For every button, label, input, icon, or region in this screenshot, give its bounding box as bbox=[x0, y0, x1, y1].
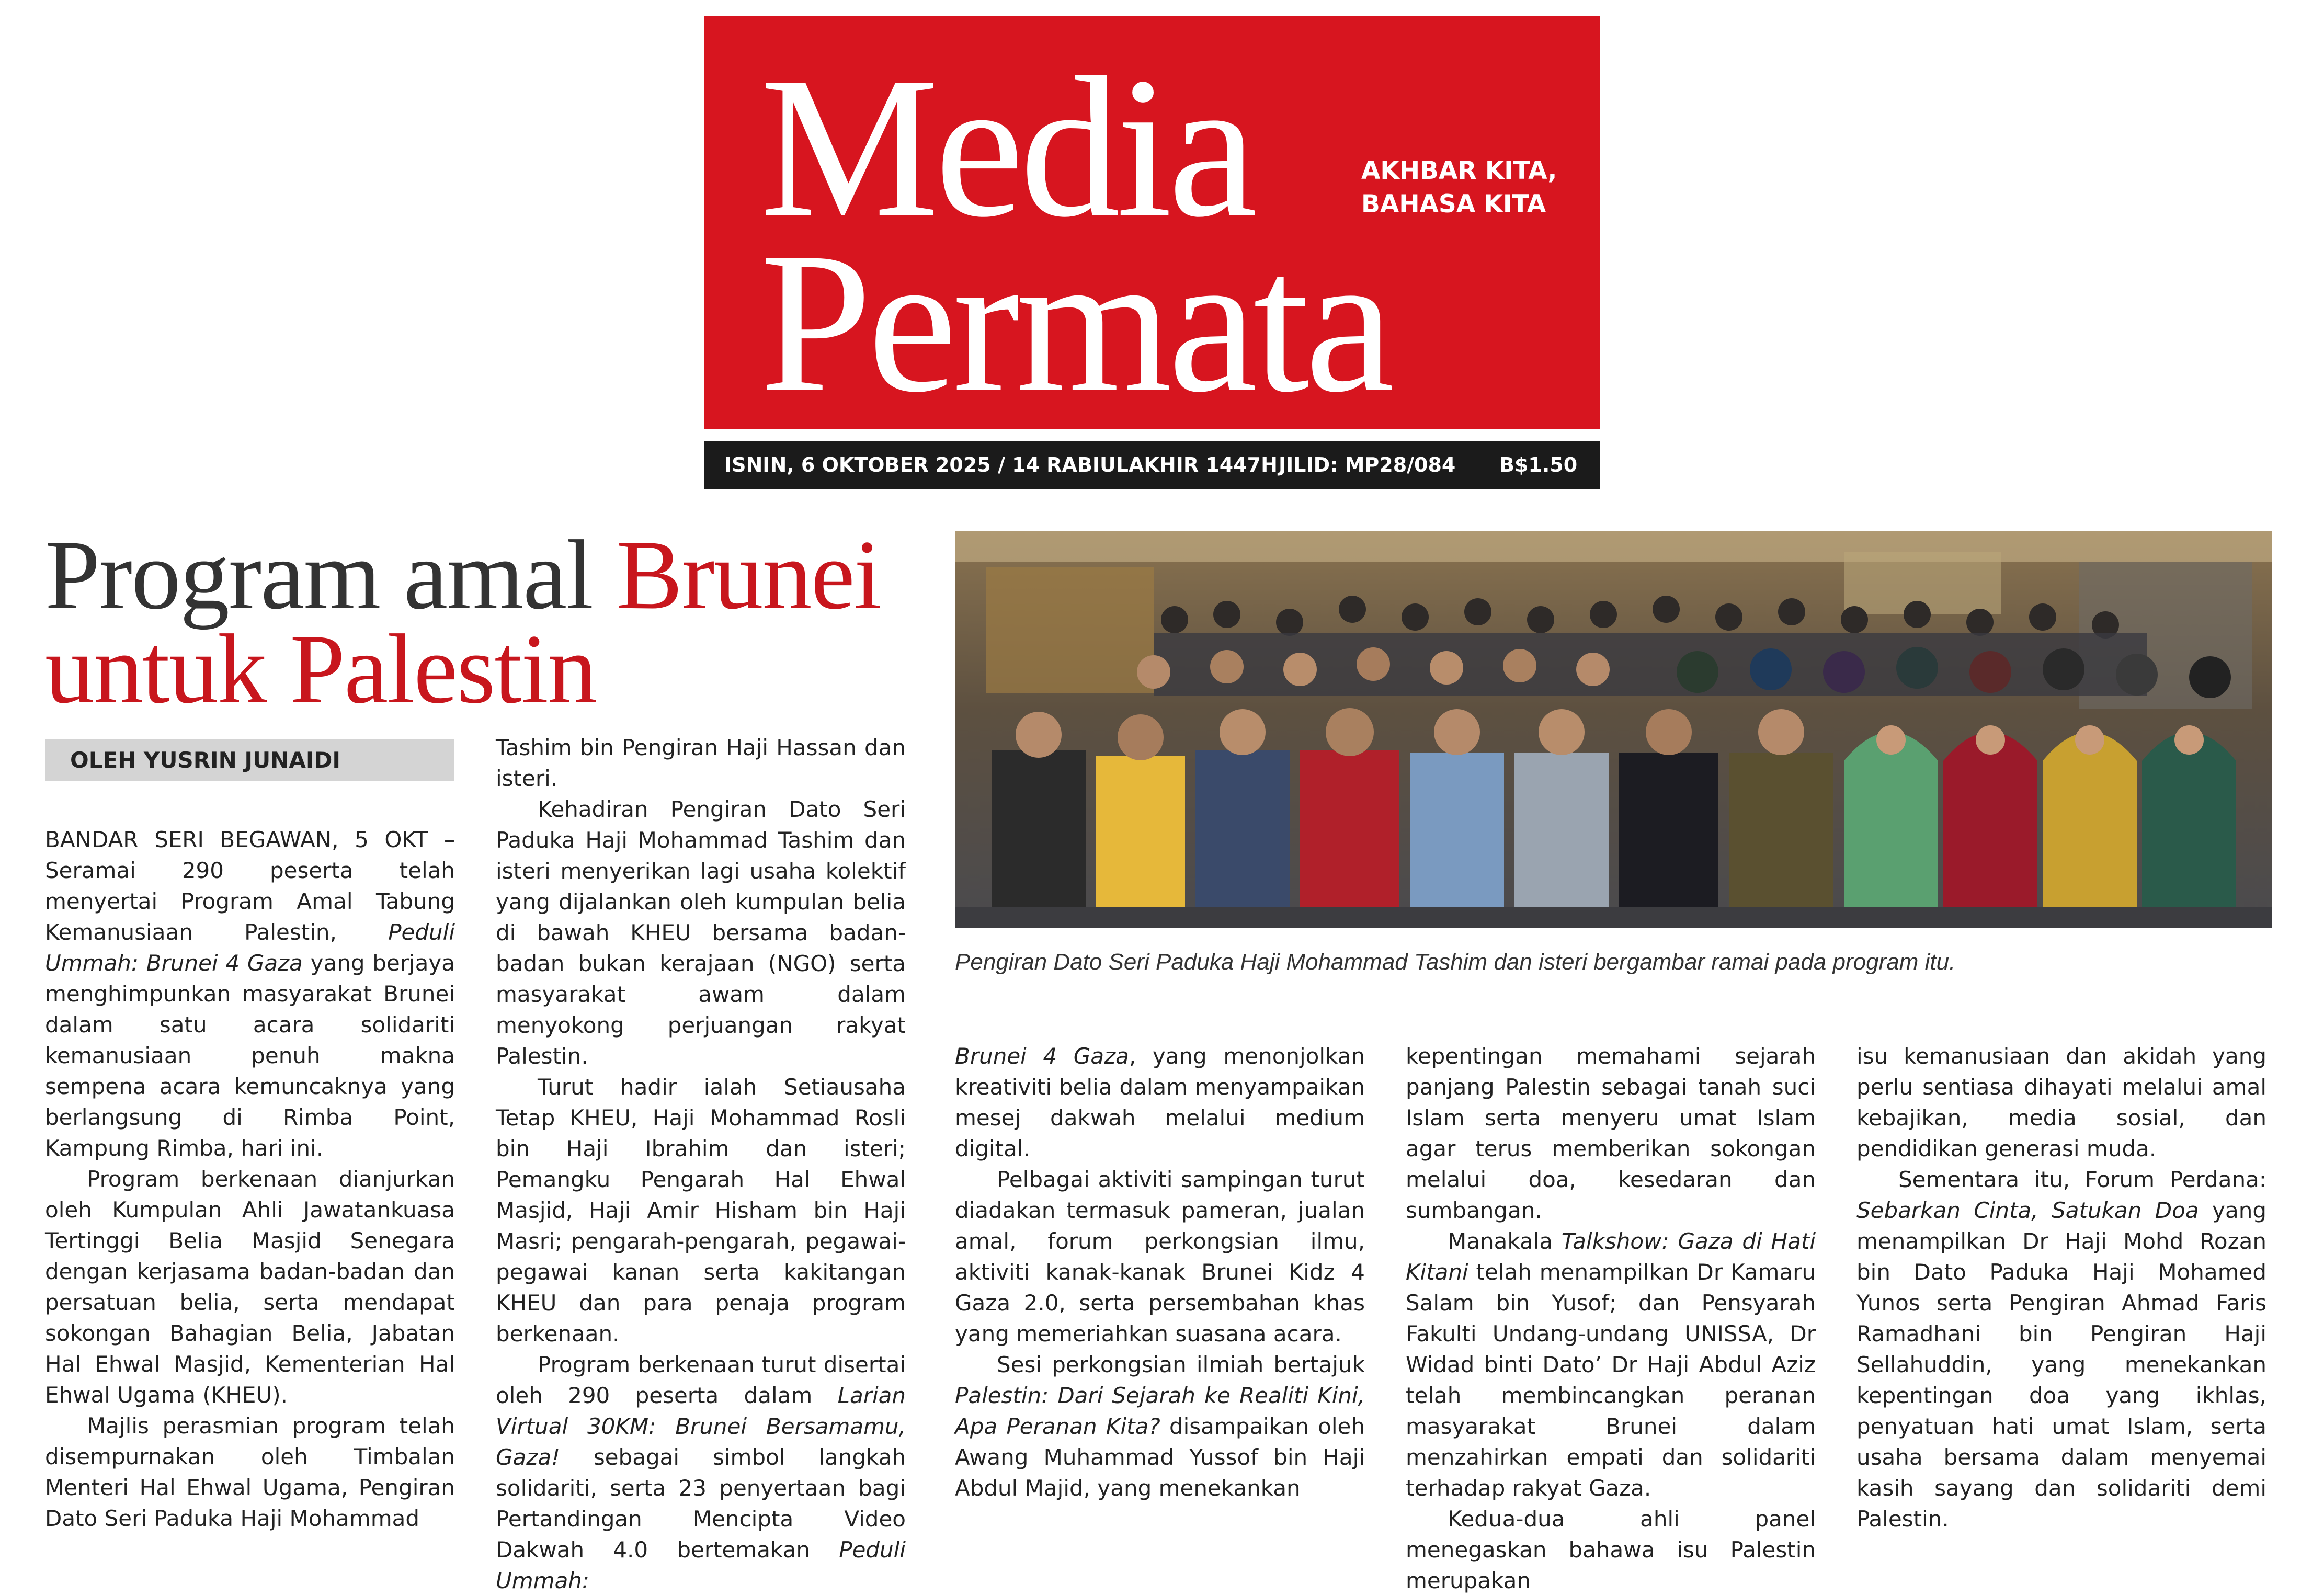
text-run: Sementara itu, Forum Perdana: bbox=[1898, 1167, 2266, 1192]
text-run: Manakala bbox=[1448, 1228, 1562, 1254]
paragraph bbox=[1406, 1226, 1816, 1503]
paragraph: isu kemanusiaan dan akidah yang perlu sentiasa dihayati melalui amal kebajikan, media sosial, dan pendidikan generasi muda. bbox=[1856, 1043, 2266, 1161]
paragraph: Kedua-dua ahli panel menegaskan bahawa isu Palestin merupakan bbox=[1406, 1506, 1816, 1593]
text-run-italic: Sebarkan Cinta, Satukan Doa bbox=[1856, 1198, 2199, 1223]
article-column-1 bbox=[45, 824, 455, 1534]
paragraph: Pelbagai aktiviti sampingan turut diadakan termasuk pameran, jualan amal, forum perkongsian ilmu, aktiviti kanak-kanak Brunei Kidz 4 Gaza 2.0, serta persembahan khas yang memeriahkan suasana acara. bbox=[955, 1167, 1365, 1347]
article-column-3 bbox=[955, 1041, 1365, 1503]
paragraph bbox=[1856, 1164, 2266, 1534]
article-column-5 bbox=[1856, 1041, 2266, 1534]
text-run: yang berjaya menghimpunkan masyarakat Brunei dalam satu acara solidariti kemanusiaan penuh makna sempena acara kemuncaknya yang berlangsung di Rimba Point, Kampung Rimba, hari ini. bbox=[45, 950, 455, 1161]
paragraph: Turut hadir ialah Setiausaha Tetap KHEU, Haji Mohammad Rosli bin Haji Ibrahim dan isteri; Pemangku Pengarah Hal Ehwal Masjid, Haji Amir Hisham bin Haji Masri; pengarah-pengarah, pegawai-pegawai kanan serta kakitangan KHEU dan para penaja program berkenaan. bbox=[496, 1074, 906, 1347]
tagline-line-1: AKHBAR KITA, bbox=[1361, 156, 1557, 185]
text-run: Sesi perkongsian ilmiah bertajuk bbox=[997, 1352, 1365, 1377]
masthead-title-media: Media bbox=[760, 36, 1254, 259]
masthead-tagline bbox=[1361, 154, 1557, 221]
paragraph: Tashim bin Pengiran Haji Hassan dan isteri. bbox=[496, 735, 906, 791]
text-run-italic: Palestin: Dari Sejarah ke Realiti Kini, Apa Peranan Kita? bbox=[955, 1383, 1365, 1439]
text-run-italic: Talkshow: Gaza di Hati Kitani bbox=[1406, 1228, 1816, 1285]
byline-text: OLEH YUSRIN JUNAIDI bbox=[70, 747, 340, 773]
masthead-title-permata: Permata bbox=[760, 211, 1391, 434]
text-run: Program berkenaan turut disertai oleh 290 peserta dalam bbox=[496, 1352, 906, 1408]
headline-part-3: untuk Palestin bbox=[45, 614, 596, 724]
issue-volume: JILID: MP28/084 bbox=[1279, 453, 1456, 476]
issue-bar bbox=[704, 441, 1600, 489]
issue-price: B$1.50 bbox=[1499, 453, 1578, 476]
text-run: , yang menonjolkan kreativiti belia dalam menyampaikan mesej dakwah melalui medium digital. bbox=[955, 1043, 1365, 1161]
article-column-4 bbox=[1406, 1041, 1816, 1596]
text-run-italic: Larian Virtual 30KM: Brunei Bersamamu, Gaza! bbox=[496, 1383, 906, 1470]
headline-part-1: Program amal bbox=[45, 520, 617, 630]
paragraph bbox=[955, 1349, 1365, 1503]
text-run: yang menampilkan Dr Haji Mohd Rozan bin Dato Paduka Haji Mohamed Yunos serta Pengiran Ahmad Faris Ramadhani bin Pengiran Haji Sellahuddin, yang menekankan kepentingan doa yang ikhlas, penyatuan hati umat Islam, serta usaha bersama dalam menyemai kasih sayang dan solidariti demi Palestin. bbox=[1856, 1198, 2266, 1532]
article-column-2 bbox=[496, 732, 906, 1596]
paragraph: Kehadiran Pengiran Dato Seri Paduka Haji Mohammad Tashim dan isteri menyerikan lagi usaha kolektif yang dijalankan oleh kumpulan belia di bawah KHEU bersama badan-badan bukan kerajaan (NGO) serta masyarakat awam dalam menyokong perjuangan rakyat Palestin. bbox=[496, 796, 906, 1069]
text-run: telah menampilkan Dr Kamaru Salam bin Yusof; dan Pensyarah Fakulti Undang-undang UNISSA, Dr Widad binti Dato’ Dr Haji Abdul Aziz telah membincangkan peranan masyarakat Brunei dalam menzahirkan empati dan solidariti terhadap rakyat Gaza. bbox=[1406, 1259, 1816, 1501]
text-run: sebagai simbol langkah solidariti, serta 23 penyertaan bagi Pertandingan Mencipta Video Dakwah 4.0 bertemakan bbox=[496, 1444, 906, 1563]
paragraph bbox=[496, 1349, 906, 1596]
photo-caption: Pengiran Dato Seri Paduka Haji Mohammad Tashim dan isteri bergambar ramai pada program itu. bbox=[955, 949, 1956, 975]
text-run: BANDAR SERI BEGAWAN, 5 OKT – Seramai 290 peserta telah menyertai Program Amal Tabung Kemanusiaan Palestin, bbox=[45, 827, 455, 945]
group-photo bbox=[955, 531, 2272, 928]
paragraph: kepentingan memahami sejarah panjang Palestin sebagai tanah suci Islam serta menyeru umat Islam agar terus memberikan sokongan melalui doa, kesedaran dan sumbangan. bbox=[1406, 1043, 1816, 1223]
headline-part-2: Brunei bbox=[616, 520, 881, 630]
paragraph bbox=[955, 1041, 1365, 1164]
text-run-italic: Brunei 4 Gaza bbox=[955, 1043, 1129, 1069]
text-run: disampaikan oleh Awang Muhammad Yussof bin Haji Abdul Majid, yang menekankan bbox=[955, 1413, 1365, 1501]
group-photo-illustration bbox=[955, 531, 2272, 928]
text-run-italic: Peduli Ummah: Brunei 4 Gaza bbox=[45, 919, 455, 976]
byline-bar bbox=[45, 739, 454, 781]
text-run-italic: Peduli Ummah: bbox=[496, 1537, 906, 1593]
paragraph: Majlis perasmian program telah disempurnakan oleh Timbalan Menteri Hal Ehwal Ugama, Pengiran Dato Seri Paduka Haji Mohammad bbox=[45, 1413, 455, 1531]
issue-date: ISNIN, 6 OKTOBER 2025 / 14 RABIULAKHIR 1447H bbox=[724, 453, 1278, 476]
tagline-line-2: BAHASA KITA bbox=[1361, 190, 1546, 219]
article-headline bbox=[45, 520, 934, 724]
paragraph: Program berkenaan dianjurkan oleh Kumpulan Ahli Jawatankuasa Tertinggi Belia Masjid Senegara dengan kerjasama badan-badan dan persatuan belia, serta mendapat sokongan Bahagian Belia, Jabatan Hal Ehwal Masjid, Kementerian Hal Ehwal Ugama (KHEU). bbox=[45, 1166, 455, 1408]
paragraph bbox=[45, 824, 455, 1164]
masthead bbox=[704, 16, 1600, 434]
